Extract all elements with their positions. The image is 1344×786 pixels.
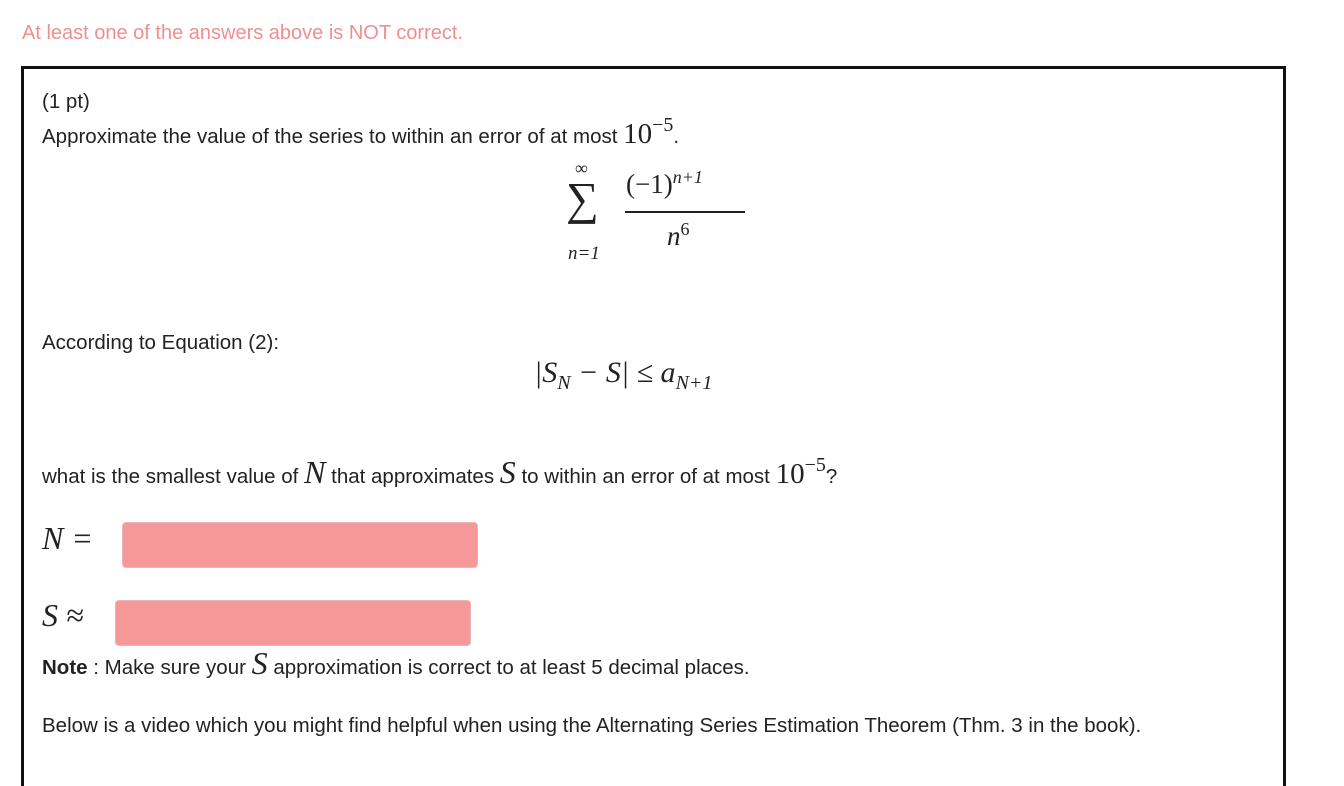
sum-symbol: ∑ — [566, 173, 599, 224]
inequality-subscript-n: N — [557, 372, 571, 394]
question-variable-s: S — [499, 454, 516, 490]
denominator-exponent: 6 — [680, 219, 690, 239]
n-answer-label: N = — [42, 520, 93, 556]
denominator — [667, 221, 690, 252]
tolerance-exponent: −5 — [652, 114, 674, 136]
inequality-left: |S — [534, 356, 558, 389]
question-mark: ? — [825, 465, 838, 488]
tolerance-base: 10 — [623, 118, 653, 150]
s-answer-label: S ≈ — [42, 597, 84, 633]
numerator-base: (−1) — [626, 169, 673, 199]
s-answer-field[interactable] — [115, 600, 471, 646]
incorrect-answer-warning: At least one of the answers above is NOT correct. — [22, 22, 463, 44]
note-line — [42, 645, 750, 682]
question-text-1: what is the smallest value of — [42, 465, 299, 488]
note-variable-s: S — [251, 645, 268, 681]
numerator-exponent: n+1 — [672, 167, 703, 187]
problem-intro — [42, 114, 680, 151]
equation-intro: According to Equation (2): — [42, 331, 280, 354]
inequality-middle: − S| ≤ a — [570, 356, 676, 389]
intro-period: . — [673, 125, 680, 148]
sum-upper-limit: ∞ — [575, 158, 588, 178]
question-tolerance-exponent: −5 — [804, 454, 826, 476]
video-help-text: Below is a video which you might find helpful when using the Alternating Series Estimation Theorem (Thm. 3 in the book). — [42, 714, 1142, 737]
sum-lower-limit: n=1 — [568, 243, 600, 264]
question-text-3: to within an error of at most — [521, 465, 770, 488]
question-line — [42, 454, 837, 491]
fraction-bar — [625, 211, 745, 213]
problem-intro-text: Approximate the value of the series to within an error of at most — [42, 125, 618, 148]
note-label: Note — [42, 656, 88, 679]
denominator-base: n — [667, 221, 681, 251]
note-text-1: : Make sure your — [93, 656, 246, 679]
problem-points: (1 pt) — [42, 90, 90, 113]
question-variable-n: N — [304, 454, 326, 490]
question-text-2: that approximates — [331, 465, 495, 488]
question-tolerance-base: 10 — [775, 458, 805, 490]
note-text-2: approximation is correct to at least 5 decimal places. — [273, 656, 750, 679]
numerator — [626, 169, 703, 200]
n-answer-field[interactable] — [122, 522, 478, 568]
inequality-subscript-n-plus-1: N+1 — [675, 372, 713, 394]
error-bound-inequality — [534, 356, 713, 394]
